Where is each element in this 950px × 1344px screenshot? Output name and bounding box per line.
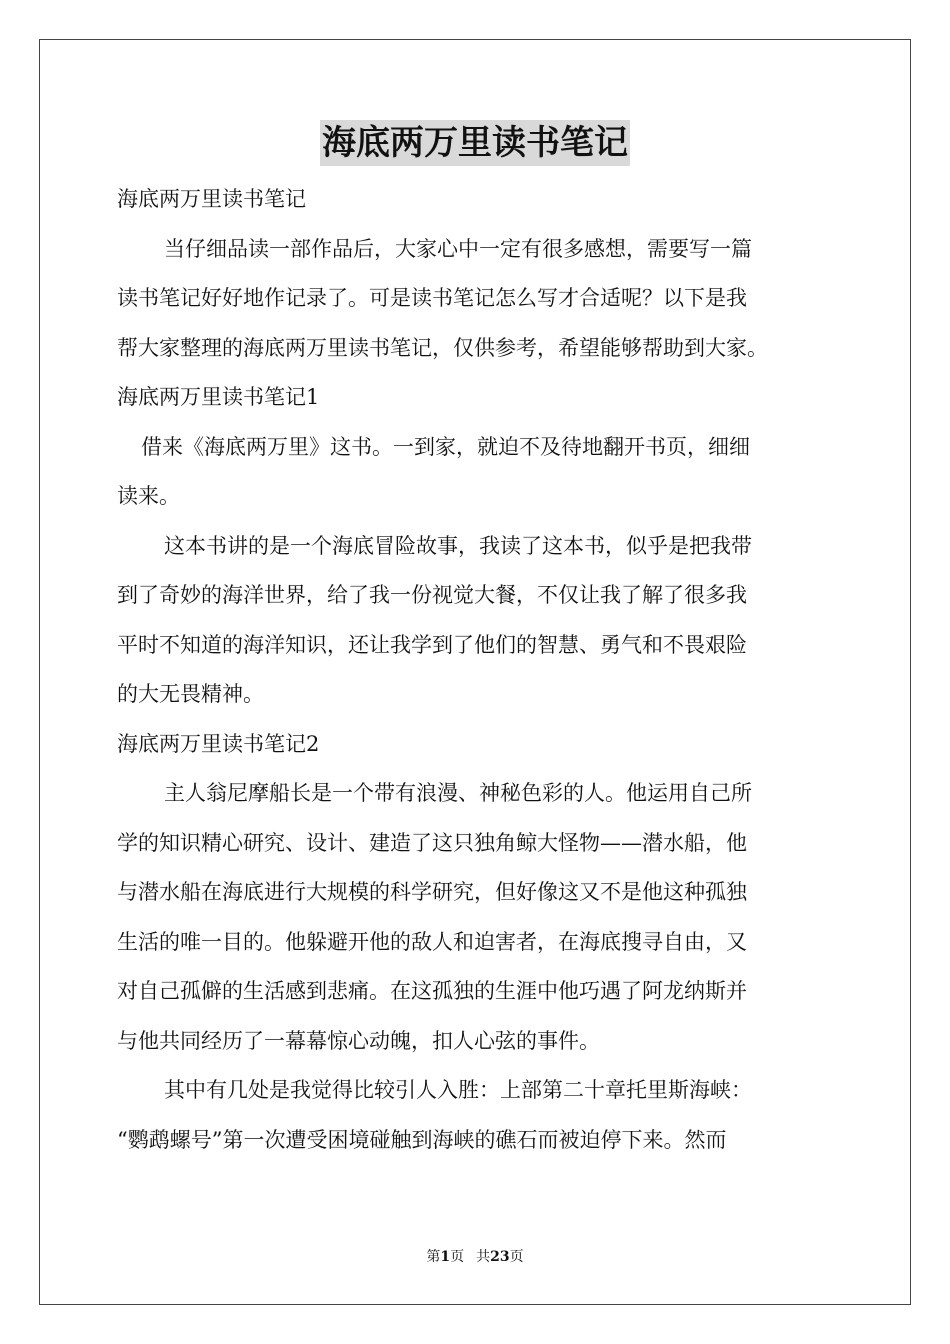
title-container bbox=[0, 120, 950, 166]
footer-total-prefix: 共 bbox=[476, 1249, 491, 1265]
text-line: 的大无畏精神。 bbox=[117, 682, 264, 706]
text-line: 借来《海底两万里》这书。一到家，就迫不及待地翻开书页，细细 bbox=[141, 434, 750, 459]
text-line: 到了奇妙的海洋世界，给了我一份视觉大餐，不仅让我了解了很多我 bbox=[117, 583, 747, 607]
text-line: 帮大家整理的海底两万里读书笔记，仅供参考，希望能够帮助到大家。 bbox=[117, 335, 768, 360]
document-body bbox=[117, 175, 837, 1165]
page-footer bbox=[0, 1247, 950, 1267]
text-line: 海底两万里读书笔记2 bbox=[117, 731, 320, 756]
text-line: 主人翁尼摩船长是一个带有浪漫、神秘色彩的人。他运用自己所 bbox=[164, 781, 752, 805]
text-line: 读来。 bbox=[117, 484, 180, 508]
text-line: 其中有几处是我觉得比较引人入胜：上部第二十章托里斯海峡： bbox=[164, 1078, 752, 1102]
text-line: 生活的唯一目的。他躲避开他的敌人和迫害者，在海底搜寻自由，又 bbox=[117, 929, 747, 954]
text-line: 海底两万里读书笔记 bbox=[117, 187, 306, 211]
text-line: 与潜水船在海底进行大规模的科学研究，但好像这又不是他这种孤独 bbox=[117, 880, 747, 904]
text-line: 对自己孤僻的生活感到悲痛。在这孤独的生涯中他巧遇了阿龙纳斯并 bbox=[117, 979, 747, 1003]
text-line: 平时不知道的海洋知识，还让我学到了他们的智慧、勇气和不畏艰险 bbox=[117, 632, 747, 657]
text-line: 这本书讲的是一个海底冒险故事，我读了这本书，似乎是把我带 bbox=[164, 533, 752, 558]
text-line: “鹦鹉螺号”第一次遭受困境碰触到海峡的礁石而被迫停下来。然而 bbox=[117, 1127, 727, 1152]
text-line: 读书笔记好好地作记录了。可是读书笔记怎么写才合适呢？以下是我 bbox=[117, 286, 747, 310]
footer-page-suffix: 页 bbox=[450, 1249, 465, 1265]
footer-total-suffix: 页 bbox=[509, 1249, 524, 1265]
footer-page-number: 1 bbox=[440, 1249, 451, 1265]
footer-total-pages: 23 bbox=[490, 1249, 510, 1265]
text-line: 与他共同经历了一幕幕惊心动魄，扣人心弦的事件。 bbox=[117, 1028, 600, 1053]
text-line: 当仔细品读一部作品后，大家心中一定有很多感想，需要写一篇 bbox=[164, 236, 752, 261]
text-line: 学的知识精心研究、设计、建造了这只独角鲸大怪物——潜水船，他 bbox=[117, 830, 747, 855]
text-line: 海底两万里读书笔记1 bbox=[117, 385, 320, 409]
document-title: 海底两万里读书笔记 bbox=[320, 120, 630, 166]
footer-page-prefix: 第 bbox=[426, 1249, 441, 1265]
